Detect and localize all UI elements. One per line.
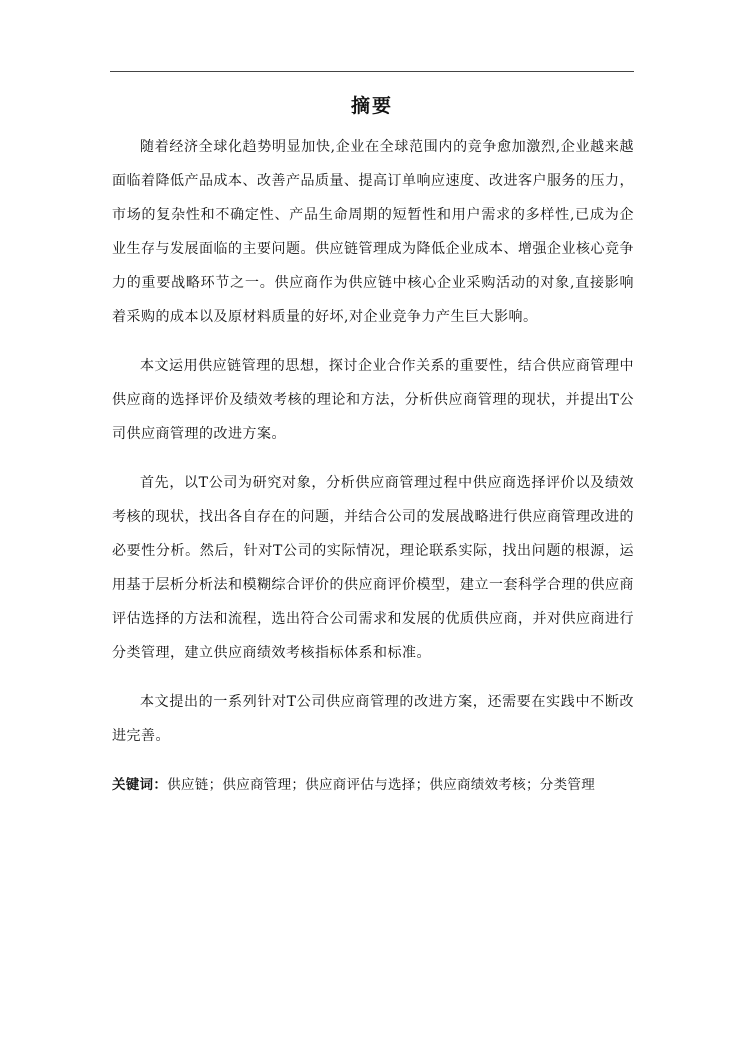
keywords-text: 供应链；供应商管理；供应商评估与选择；供应商绩效考核；分类管理	[167, 777, 596, 793]
keywords-line	[112, 768, 634, 802]
abstract-paragraph-4: 本文提出的一系列针对T公司供应商管理的改进方案，还需要在实践中不断改进完善。	[112, 694, 634, 744]
header-rule	[110, 71, 634, 72]
keywords-label: 关键词：	[112, 777, 168, 793]
abstract-paragraph-3: 首先，以T公司为研究对象，分析供应商管理过程中供应商选择评价以及绩效考核的现状，找出各自存在的问题，并结合公司的发展战略进行供应商管理改进的必要性分析。然后，针对T公司的实际情况，理论联系实际，找出问题的根源，运用基于层析分析法和模糊综合评价的供应商评价模型，建立一套科学合理的供应商评估选择的方法和流程，选出符合公司需求和发展的优质供应商，并对供应商进行分类管理，建立供应商绩效考核指标体系和标准。	[112, 475, 634, 661]
page-title: 摘要	[350, 95, 393, 117]
abstract-paragraph-2: 本文运用供应链管理的思想，探讨企业合作关系的重要性，结合供应商管理中供应商的选择评价及绩效考核的理论和方法，分析供应商管理的现状，并提出T公司供应商管理的改进方案。	[112, 358, 634, 442]
abstract-paragraph-1: 随着经济全球化趋势明显加快,企业在全球范围内的竞争愈加激烈,企业越来越面临着降低产品成本、改善产品质量、提高订单响应速度、改进客户服务的压力，市场的复杂性和不确定性、产品生命周期的短暂性和用户需求的多样性,已成为企业生存与发展面临的主要问题。供应链管理成为降低企业成本、增强企业核心竞争力的重要战略环节之一。供应商作为供应链中核心企业采购活动的对象,直接影响着采购的成本以及原材料质量的好坏,对企业竞争力产生巨大影响。	[112, 139, 634, 325]
abstract-body	[112, 130, 634, 802]
